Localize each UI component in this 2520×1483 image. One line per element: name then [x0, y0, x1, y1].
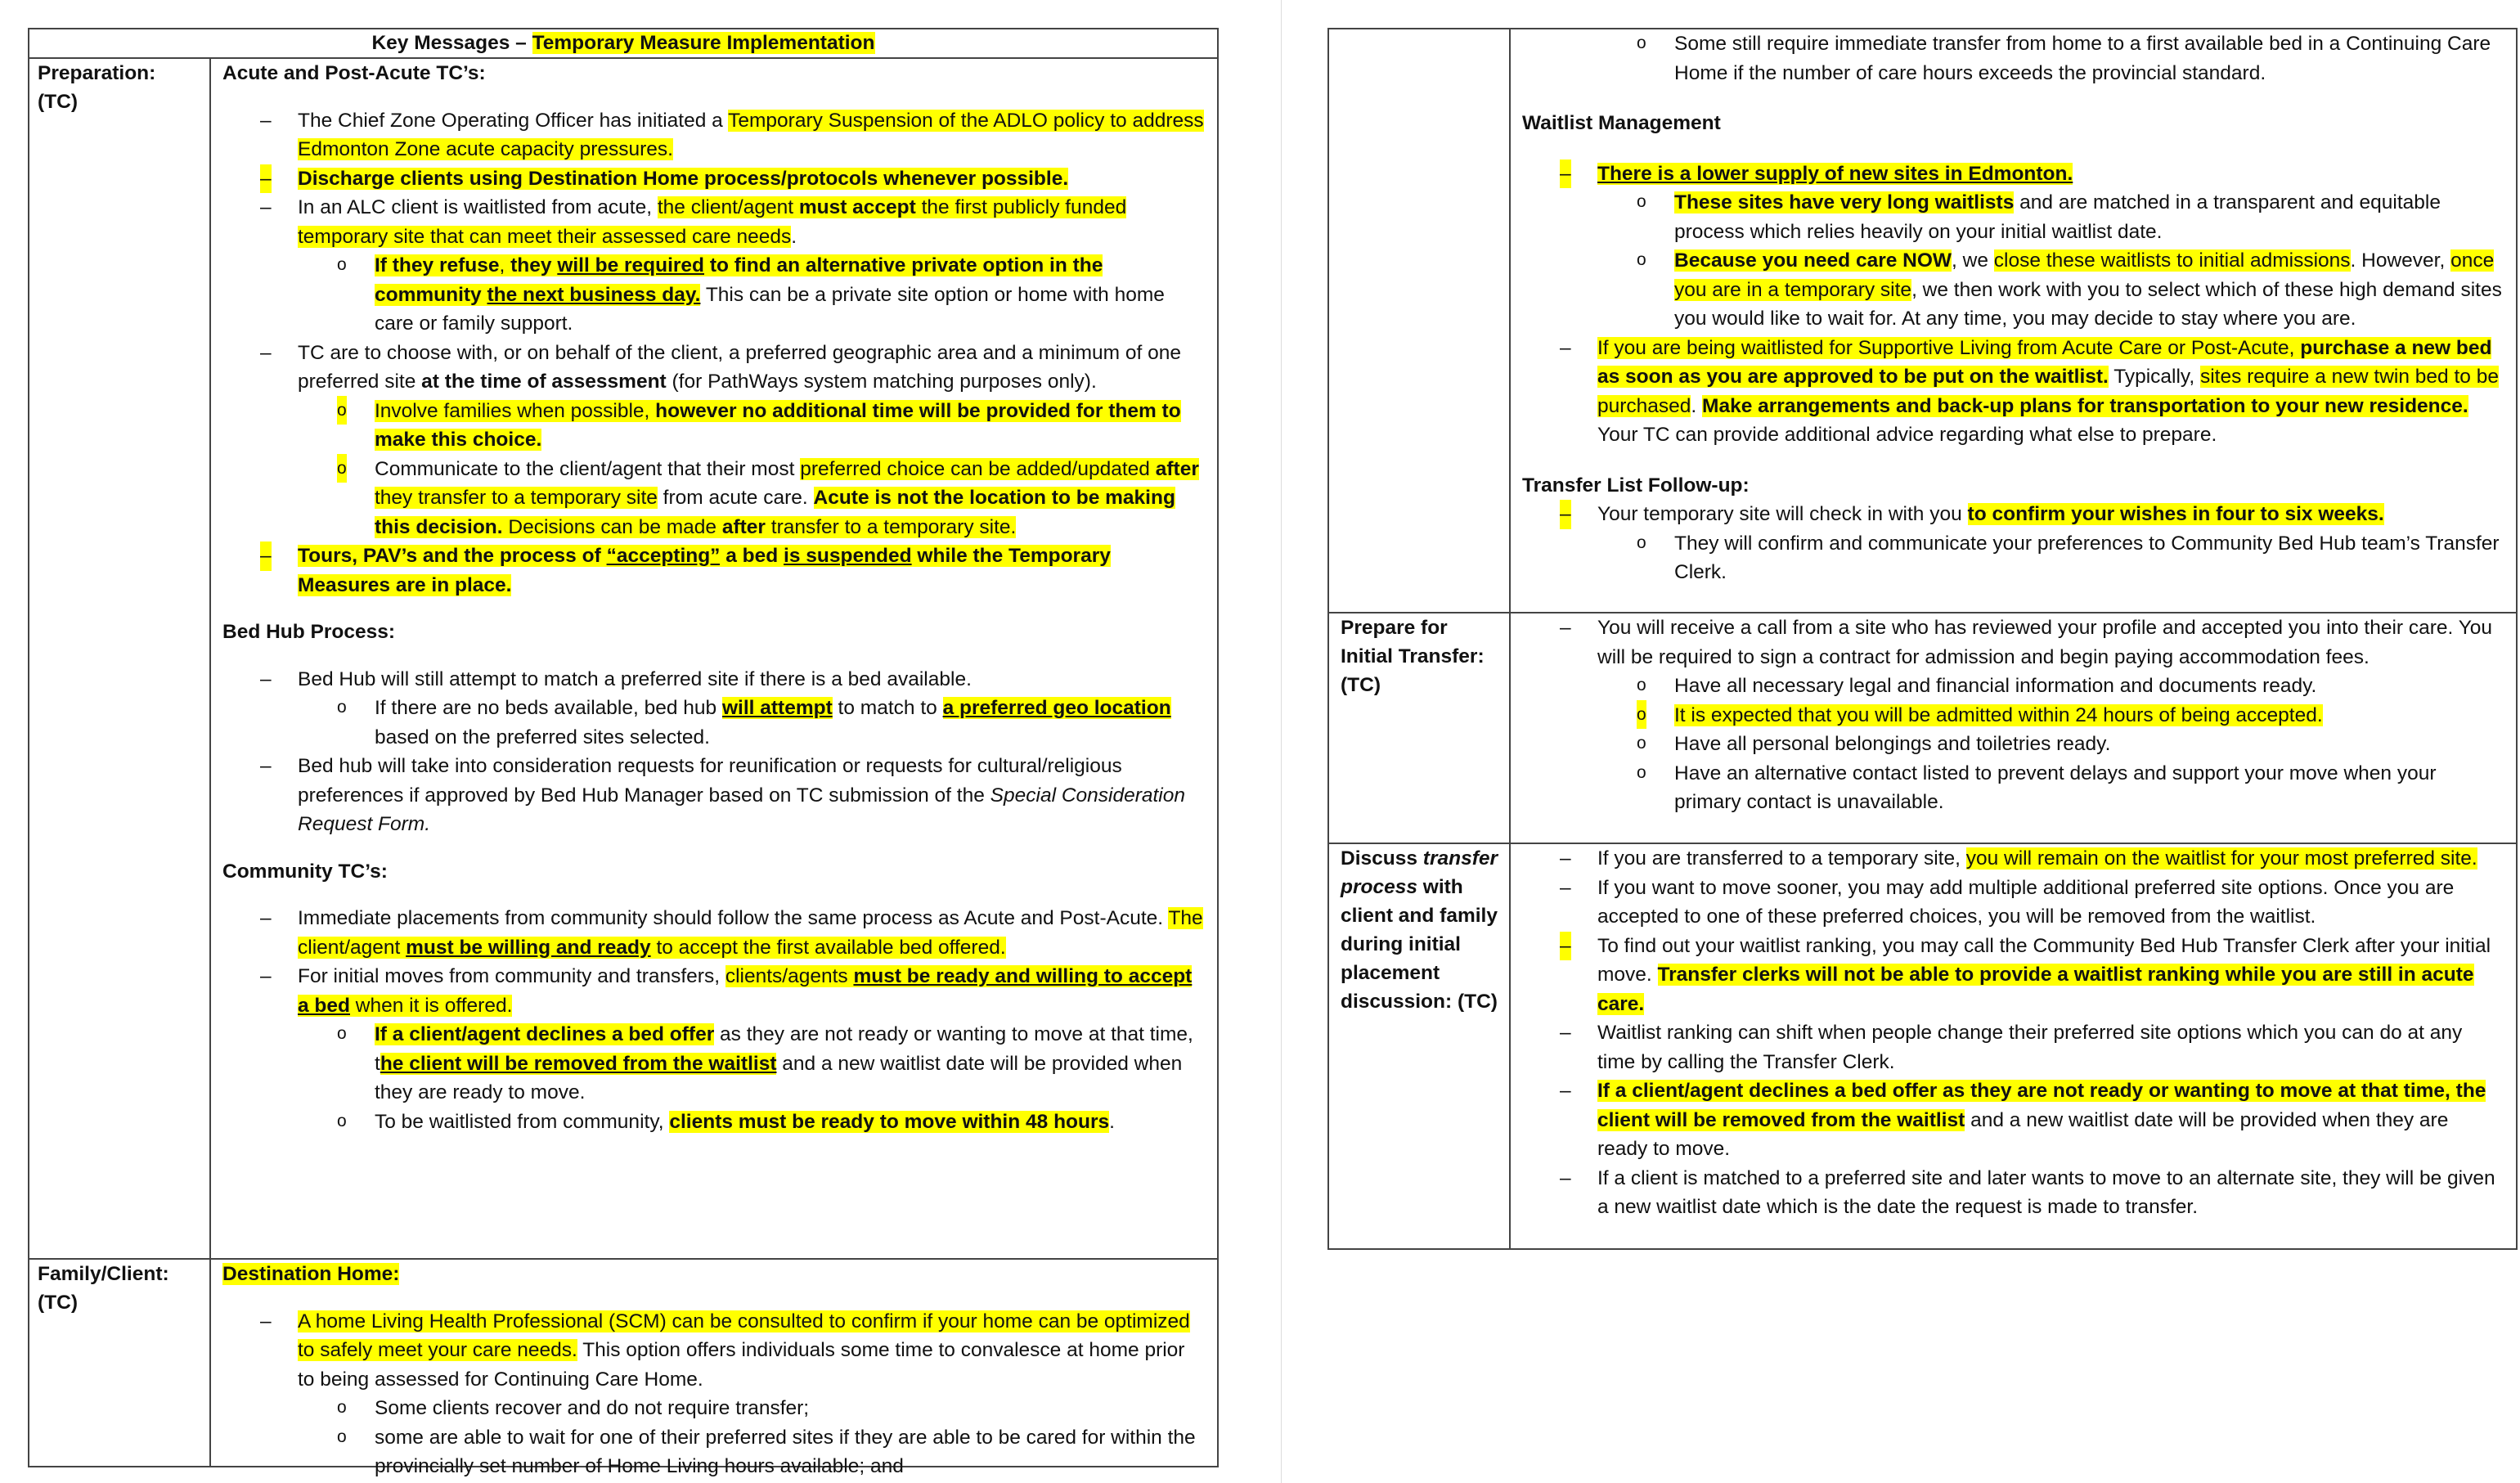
- highlighted-text: the next business day.: [487, 283, 701, 306]
- text-run: based on the preferred sites selected.: [375, 726, 710, 748]
- circle-bullet: [222, 1394, 1204, 1423]
- highlighted-text: Acute is not the location to be making this decision.: [375, 487, 1175, 538]
- circle-bullet: [1522, 759, 2504, 817]
- highlighted-text: after: [1155, 457, 1199, 480]
- subsection-heading: [222, 1260, 1204, 1289]
- text-run: some are able to wait for one of their preferred sites if they are able to be cared for within the provincially set number of Home Living hours available; and: [375, 1426, 1196, 1477]
- text-run: and a new waitlist date will be provided when they are ready to move.: [375, 1052, 1183, 1103]
- text-run: from acute care.: [657, 487, 814, 509]
- subsection-heading: Transfer List Follow-up:: [1522, 474, 1750, 497]
- highlighted-text: you will remain on the waitlist for your most preferred site.: [1965, 847, 2477, 870]
- circle-bullet: [222, 694, 1204, 752]
- family-client-content: [222, 1260, 1204, 1481]
- spacer: [222, 1289, 1204, 1307]
- text-run: Some clients recover and do not require transfer;: [375, 1397, 810, 1419]
- text-run: Typically,: [2108, 366, 2200, 388]
- highlighted-text: Make arrangements and back-up plans for transportation to your new residence.: [1702, 394, 2468, 417]
- highlighted-text: purchase a new bed as soon as you are approved to be put on the waitlist.: [1597, 336, 2492, 388]
- discuss-transfer-process-content: [1522, 844, 2504, 1222]
- circle-bullet: [222, 251, 1204, 339]
- text-run: This option offers individuals some time to convalesce at home prior to being assessed for Continuing Care Home.: [298, 1339, 1185, 1391]
- key-messages-table-page-2: [1327, 28, 2518, 1250]
- text-run: This can be a private site option or home with home care or family support.: [375, 283, 1165, 335]
- highlighted-text: to accept the first available bed offered.: [650, 936, 1006, 959]
- circle-bullet: [1522, 672, 2504, 701]
- subsection-heading: Waitlist Management: [1522, 112, 1721, 134]
- highlighted-text: These sites have very long waitlists: [1674, 191, 2015, 213]
- highlighted-text: will attempt: [721, 697, 833, 719]
- circle-bullet: [222, 1020, 1204, 1108]
- highlighted-text: The client/agent: [298, 907, 1203, 959]
- text-run: If a client is matched to a preferred site and later wants to move to an alternate site, they will be given a new waitlist date which is the date the request is made to transfer.: [1597, 1166, 2495, 1218]
- text-run: In an ALC client is waitlisted from acute,: [298, 196, 658, 218]
- dash-bullet: [222, 962, 1204, 1020]
- dash-bullet: [222, 164, 1204, 194]
- highlighted-text: must be ready and willing to accept a bed: [298, 965, 1193, 1017]
- circle-bullet: [1522, 246, 2504, 334]
- section-heading: Acute and Post-Acute TC’s:: [222, 62, 486, 84]
- text-run: TC are to choose with, or on behalf of the client, a preferred geographic area and a minimum of one preferred site: [298, 341, 1181, 393]
- spacer: [1522, 450, 2504, 471]
- highlighted-text: “accepting”: [606, 545, 721, 567]
- prepare-initial-transfer-label: Prepare for Initial Transfer: (TC): [1341, 617, 1485, 696]
- circle-bullet: [1522, 529, 2504, 587]
- discuss-label-part2: transfer process: [1341, 847, 1498, 898]
- text-run: .: [1109, 1110, 1115, 1133]
- text-run: Bed hub will take into consideration requests for reunification or requests for cultural/religious preferences if approved by Bed Hub Manager based on TC submission of the: [298, 755, 1122, 807]
- label-column-divider: [209, 59, 211, 1466]
- waitlist-content: [1522, 29, 2504, 587]
- highlighted-text: Transfer clerks will not be able to provide a waitlist ranking while you are still in acute care.: [1597, 964, 2474, 1015]
- preparation-content: [222, 59, 1204, 1136]
- highlighted-text: If they refuse: [375, 254, 500, 276]
- text-run: at the time of assessment: [421, 371, 667, 393]
- dash-bullet: [222, 193, 1204, 251]
- text-run: Your TC can provide additional advice regarding what else to prepare.: [1597, 424, 2217, 446]
- discuss-label-part1: Discuss: [1341, 847, 1423, 870]
- page-divider: [1281, 0, 1282, 1483]
- highlighted-text: A home Living Health Professional (SCM) can be consulted to confirm if your home can be optimized to safely meet your care needs.: [298, 1310, 1190, 1361]
- discuss-label-part3: with client and family during initial placement discussion: (TC): [1341, 876, 1498, 1013]
- highlighted-text: the client/agent: [657, 196, 799, 218]
- text-run: To be waitlisted from community,: [375, 1110, 670, 1133]
- highlighted-text: Discharge clients using Destination Home process/protocols whenever possible.: [298, 167, 1069, 190]
- text-run: . However,: [2350, 249, 2451, 272]
- text-run: For initial moves from community and transfers,: [298, 965, 725, 987]
- document-title-prefix: Key Messages –: [371, 32, 532, 54]
- preparation-label: Preparation: (TC): [38, 62, 156, 113]
- highlighted-text: Involve families when possible,: [375, 399, 656, 422]
- text-run: Some still require immediate transfer from home to a first available bed in a Continuing Care Home if the number of care hours exceeds the provincial standard.: [1674, 33, 2491, 84]
- highlighted-text: the first publicly funded temporary site that can meet their assessed care needs: [298, 196, 1127, 248]
- text-run: You will receive a call from a site who has reviewed your profile and accepted you into their care. You will be required to sign a contract for admission and begin paying accommodation fees.: [1597, 617, 2493, 668]
- text-run: and a new waitlist date will be provided when they are ready to move.: [1597, 1108, 2449, 1160]
- dash-bullet: [1522, 334, 2504, 450]
- dash-bullet: [1522, 844, 2504, 874]
- document-title-highlight: Temporary Measure Implementation: [532, 32, 875, 54]
- dash-bullet: [1522, 1164, 2504, 1222]
- highlighted-text: they transfer to a temporary site: [375, 487, 658, 509]
- highlighted-text: once you are in a temporary site: [1674, 249, 2495, 301]
- circle-bullet: [222, 397, 1204, 455]
- spacer: [222, 839, 1204, 857]
- discuss-transfer-process-label: [1341, 844, 1501, 1016]
- circle-bullet: [1522, 188, 2504, 246]
- highlighted-text: to confirm your wishes in four to six weeks.: [1967, 503, 2384, 525]
- text-run: Your temporary site will check in with you: [1597, 503, 1968, 525]
- highlighted-text: If a client/agent declines a bed offer as they are not ready or wanting to move at that time, the client will be removed from the waitlist: [1597, 1080, 2486, 1131]
- spacer: [222, 88, 1204, 106]
- highlighted-text: however no additional time will be provided for them to make this choice.: [375, 399, 1181, 451]
- dash-bullet: [1522, 1076, 2504, 1164]
- text-run: Immediate placements from community should follow the same process as Acute and Post-Acute.: [298, 907, 1169, 929]
- text-run: They will confirm and communicate your preferences to Community Bed Hub team’s Transfer Clerk.: [1674, 532, 2500, 583]
- family-client-label: Family/Client: (TC): [38, 1263, 169, 1314]
- spacer: [222, 886, 1204, 904]
- circle-bullet: [1522, 29, 2504, 88]
- text-run: The Chief Zone Operating Officer has initiated a: [298, 109, 729, 132]
- subsection-heading: Bed Hub Process:: [222, 621, 396, 643]
- highlighted-text: when it is offered.: [350, 994, 513, 1017]
- text-run: To find out your waitlist ranking, you may call the Community Bed Hub Transfer Clerk after your initial move.: [1597, 934, 2491, 986]
- highlighted-text: he client will be removed from the waitlist: [380, 1052, 777, 1075]
- circle-bullet: [222, 1423, 1204, 1481]
- highlighted-text: must accept: [798, 196, 916, 218]
- highlighted-text: It is expected that you will be admitted within 24 hours of being accepted.: [1674, 703, 2323, 726]
- text-run: If you are transferred to a temporary site,: [1597, 847, 1966, 870]
- circle-bullet: [1522, 701, 2504, 730]
- text-run: .: [1691, 394, 1703, 417]
- highlighted-text: Decisions can be made: [502, 515, 722, 538]
- dash-bullet: [1522, 1018, 2504, 1076]
- highlighted-text: close these waitlists to initial admissions: [1993, 249, 2351, 272]
- key-messages-table-page-1: [28, 28, 1219, 1477]
- text-run: , we then work with you to select which of these high demand sites you would like to wait for. At any time, you may decide to stay where you are.: [1674, 278, 2502, 330]
- text-run: , we: [1952, 249, 1994, 272]
- spacer: [222, 647, 1204, 665]
- highlighted-text: preferred choice can be added/updated: [800, 457, 1156, 480]
- prepare-initial-transfer-content: [1522, 613, 2504, 817]
- spacer: [222, 600, 1204, 618]
- text-run: Special Consideration Request Form.: [298, 784, 1185, 835]
- dash-bullet: [1522, 932, 2504, 1019]
- highlighted-text: Tours, PAV’s and the process of: [298, 545, 607, 567]
- highlighted-text: If a client/agent declines a bed offer: [375, 1023, 715, 1045]
- highlighted-text: Destination Home:: [222, 1263, 400, 1285]
- text-run: (for PathWays system matching purposes only).: [666, 371, 1097, 393]
- highlighted-text: ,: [499, 254, 511, 276]
- highlighted-text: clients must be ready to move within 48 hours: [669, 1110, 1110, 1133]
- dash-bullet: [222, 339, 1204, 397]
- spacer: [1522, 88, 2504, 109]
- text-run: and are matched in a transparent and equitable process which relies heavily on your initial waitlist date.: [1674, 191, 2441, 243]
- highlighted-text: Temporary Suspension of the ADLO policy to address Edmonton Zone acute capacity pressures.: [298, 109, 1204, 160]
- highlighted-text: a preferred geo location: [942, 697, 1171, 719]
- dash-bullet: [1522, 613, 2504, 672]
- highlighted-text: clients/agents: [725, 965, 854, 987]
- highlighted-text: they: [510, 254, 558, 276]
- spacer: [1522, 138, 2504, 160]
- dash-bullet: [222, 665, 1204, 694]
- document-title: [29, 29, 1217, 57]
- dash-bullet: [222, 904, 1204, 962]
- dash-bullet: [1522, 874, 2504, 932]
- text-run: Bed Hub will still attempt to match a preferred site if there is a bed available.: [298, 667, 972, 690]
- text-run: as they are not ready or wanting to move at that time, t: [375, 1023, 1193, 1075]
- dash-bullet: [1522, 500, 2504, 529]
- dash-bullet: [222, 1307, 1204, 1395]
- text-run: Have all necessary legal and financial information and documents ready.: [1674, 675, 2317, 697]
- subsection-heading: Community TC’s:: [222, 860, 388, 883]
- label-column-divider: [1509, 29, 1511, 1248]
- highlighted-text: transfer to a temporary site.: [765, 515, 1017, 538]
- dash-bullet: [222, 752, 1204, 839]
- highlighted-text: sites require a new twin bed to be purchased: [1597, 366, 2499, 417]
- highlighted-text: Because you need care NOW: [1674, 249, 1952, 272]
- circle-bullet: [222, 1108, 1204, 1137]
- highlighted-text: while the Temporary Measures are in place.: [298, 545, 1111, 596]
- text-run: Communicate to the client/agent that their most: [375, 457, 801, 480]
- highlighted-text: after: [721, 515, 766, 538]
- text-run: to match to: [832, 697, 943, 719]
- text-run: If there are no beds available, bed hub: [375, 697, 722, 719]
- text-run: If you want to move sooner, you may add multiple additional preferred site options. Once you are accepted to one of these preferred choices, you will be removed from the waitlist.: [1597, 876, 2455, 928]
- dash-bullet: [1522, 160, 2504, 189]
- highlighted-text: will be required: [557, 254, 705, 276]
- highlighted-text: If you are being waitlisted for Supportive Living from Acute Care or Post-Acute,: [1597, 336, 2301, 359]
- highlighted-text: is suspended: [784, 545, 912, 567]
- circle-bullet: [1522, 730, 2504, 759]
- text-run: Have an alternative contact listed to prevent delays and support your move when your primary contact is unavailable.: [1674, 762, 2437, 813]
- highlighted-text: to find an alternative private option in the community: [375, 254, 1103, 306]
- text-run: Waitlist ranking can shift when people change their preferred site options which you can do at any time by calling the Transfer Clerk.: [1597, 1022, 2463, 1073]
- dash-bullet: [222, 542, 1204, 600]
- highlighted-text: There is a lower supply of new sites in Edmonton.: [1597, 162, 2073, 185]
- dash-bullet: [222, 106, 1204, 164]
- highlighted-text: a bed: [720, 545, 784, 567]
- text-run: .: [791, 225, 797, 248]
- highlighted-text: must be willing and ready: [406, 936, 651, 959]
- circle-bullet: [222, 455, 1204, 542]
- text-run: Have all personal belongings and toiletries ready.: [1674, 733, 2111, 755]
